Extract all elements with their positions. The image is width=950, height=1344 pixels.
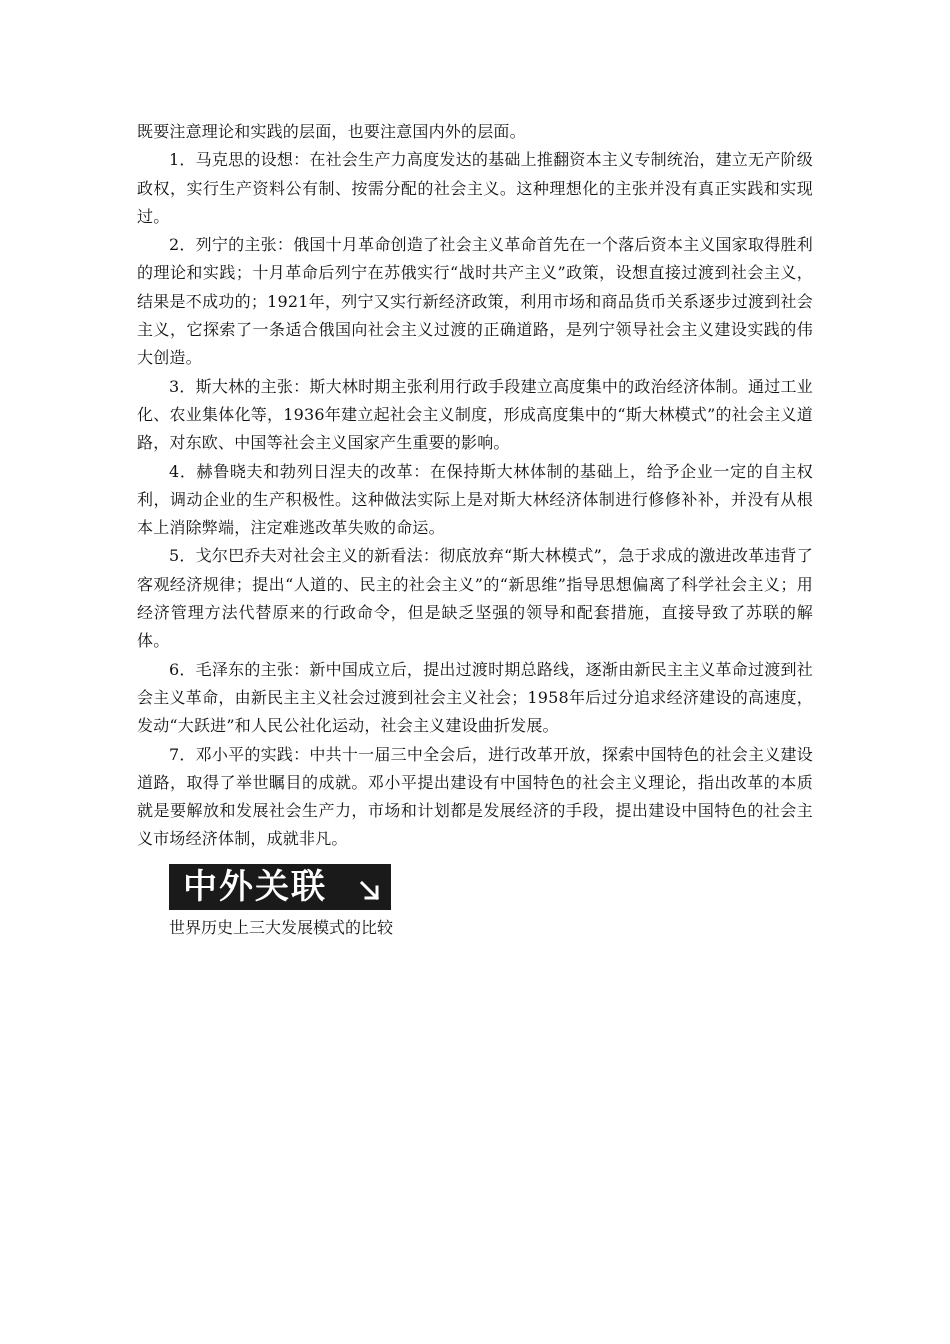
banner-title: 中外关联	[183, 866, 327, 907]
paragraph-deng: 7．邓小平的实践：中共十一届三中全会后，进行改革开放，探索中国特色的社会主义建设道路，取得了举世瞩目的成就。邓小平提出建设有中国特色的社会主义理论，指出改革的本质就是要解放和发展社会生产力，市场和计划都是发展经济的手段，提出建设中国特色的社会主义市场经济体制，成就非凡。	[137, 744, 813, 849]
section-banner	[169, 864, 391, 910]
paragraph-gorbachev: 5．戈尔巴乔夫对社会主义的新看法：彻底放弃“斯大林模式”，急于求成的激进改革违背了客观经济规律；提出“人道的、民主的社会主义”的“新思维”指导思想偏离了科学社会主义；用经济管理方法代替原来的行政命令，但是缺乏坚强的领导和配套措施，直接导致了苏联的解体。	[137, 546, 813, 651]
paragraph-lenin: 2．列宁的主张：俄国十月革命创造了社会主义革命首先在一个落后资本主义国家取得胜利的理论和实践；十月革命后列宁在苏俄实行“战时共产主义”政策，设想直接过渡到社会主义，结果是不成功的；1921年，列宁又实行新经济政策，利用市场和商品货币关系逐步过渡到社会主义，它探索了一条适合俄国向社会主义过渡的正确道路，是列宁领导社会主义建设实践的伟大创造。	[137, 235, 813, 368]
paragraph-marx: 1．马克思的设想：在社会生产力高度发达的基础上推翻资本主义专制统治，建立无产阶级政权，实行生产资料公有制、按需分配的社会主义。这种理想化的主张并没有真正实践和实现过。	[137, 150, 813, 226]
arrow-down-right-icon	[359, 880, 381, 902]
paragraph-mao: 6．毛泽东的主张：新中国成立后，提出过渡时期总路线，逐渐由新民主主义革命过渡到社会主义革命，由新民主主义社会过渡到社会主义社会；1958年后过分追求经济建设的高速度，发动“大跃进”和人民公社化运动，社会主义建设曲折发展。	[137, 659, 813, 736]
intro-paragraph: 既要注意理论和实践的层面，也要注意国内外的层面。	[137, 122, 526, 141]
paragraph-stalin: 3．斯大林的主张：斯大林时期主张利用行政手段建立高度集中的政治经济体制。通过工业化、农业集体化等，1936年建立起社会主义制度，形成高度集中的“斯大林模式”的社会主义道路，对东欧、中国等社会主义国家产生重要的影响。	[137, 376, 813, 453]
document-page	[137, 118, 813, 940]
section-subtitle: 世界历史上三大发展模式的比较	[169, 917, 394, 937]
paragraph-khrushchev-brezhnev: 4．赫鲁晓夫和勃列日涅夫的改革：在保持斯大林体制的基础上，给予企业一定的自主权利，调动企业的生产积极性。这种做法实际上是对斯大林经济体制进行修修补补，并没有从根本上消除弊端，注定难逃改革失败的命运。	[137, 461, 813, 538]
